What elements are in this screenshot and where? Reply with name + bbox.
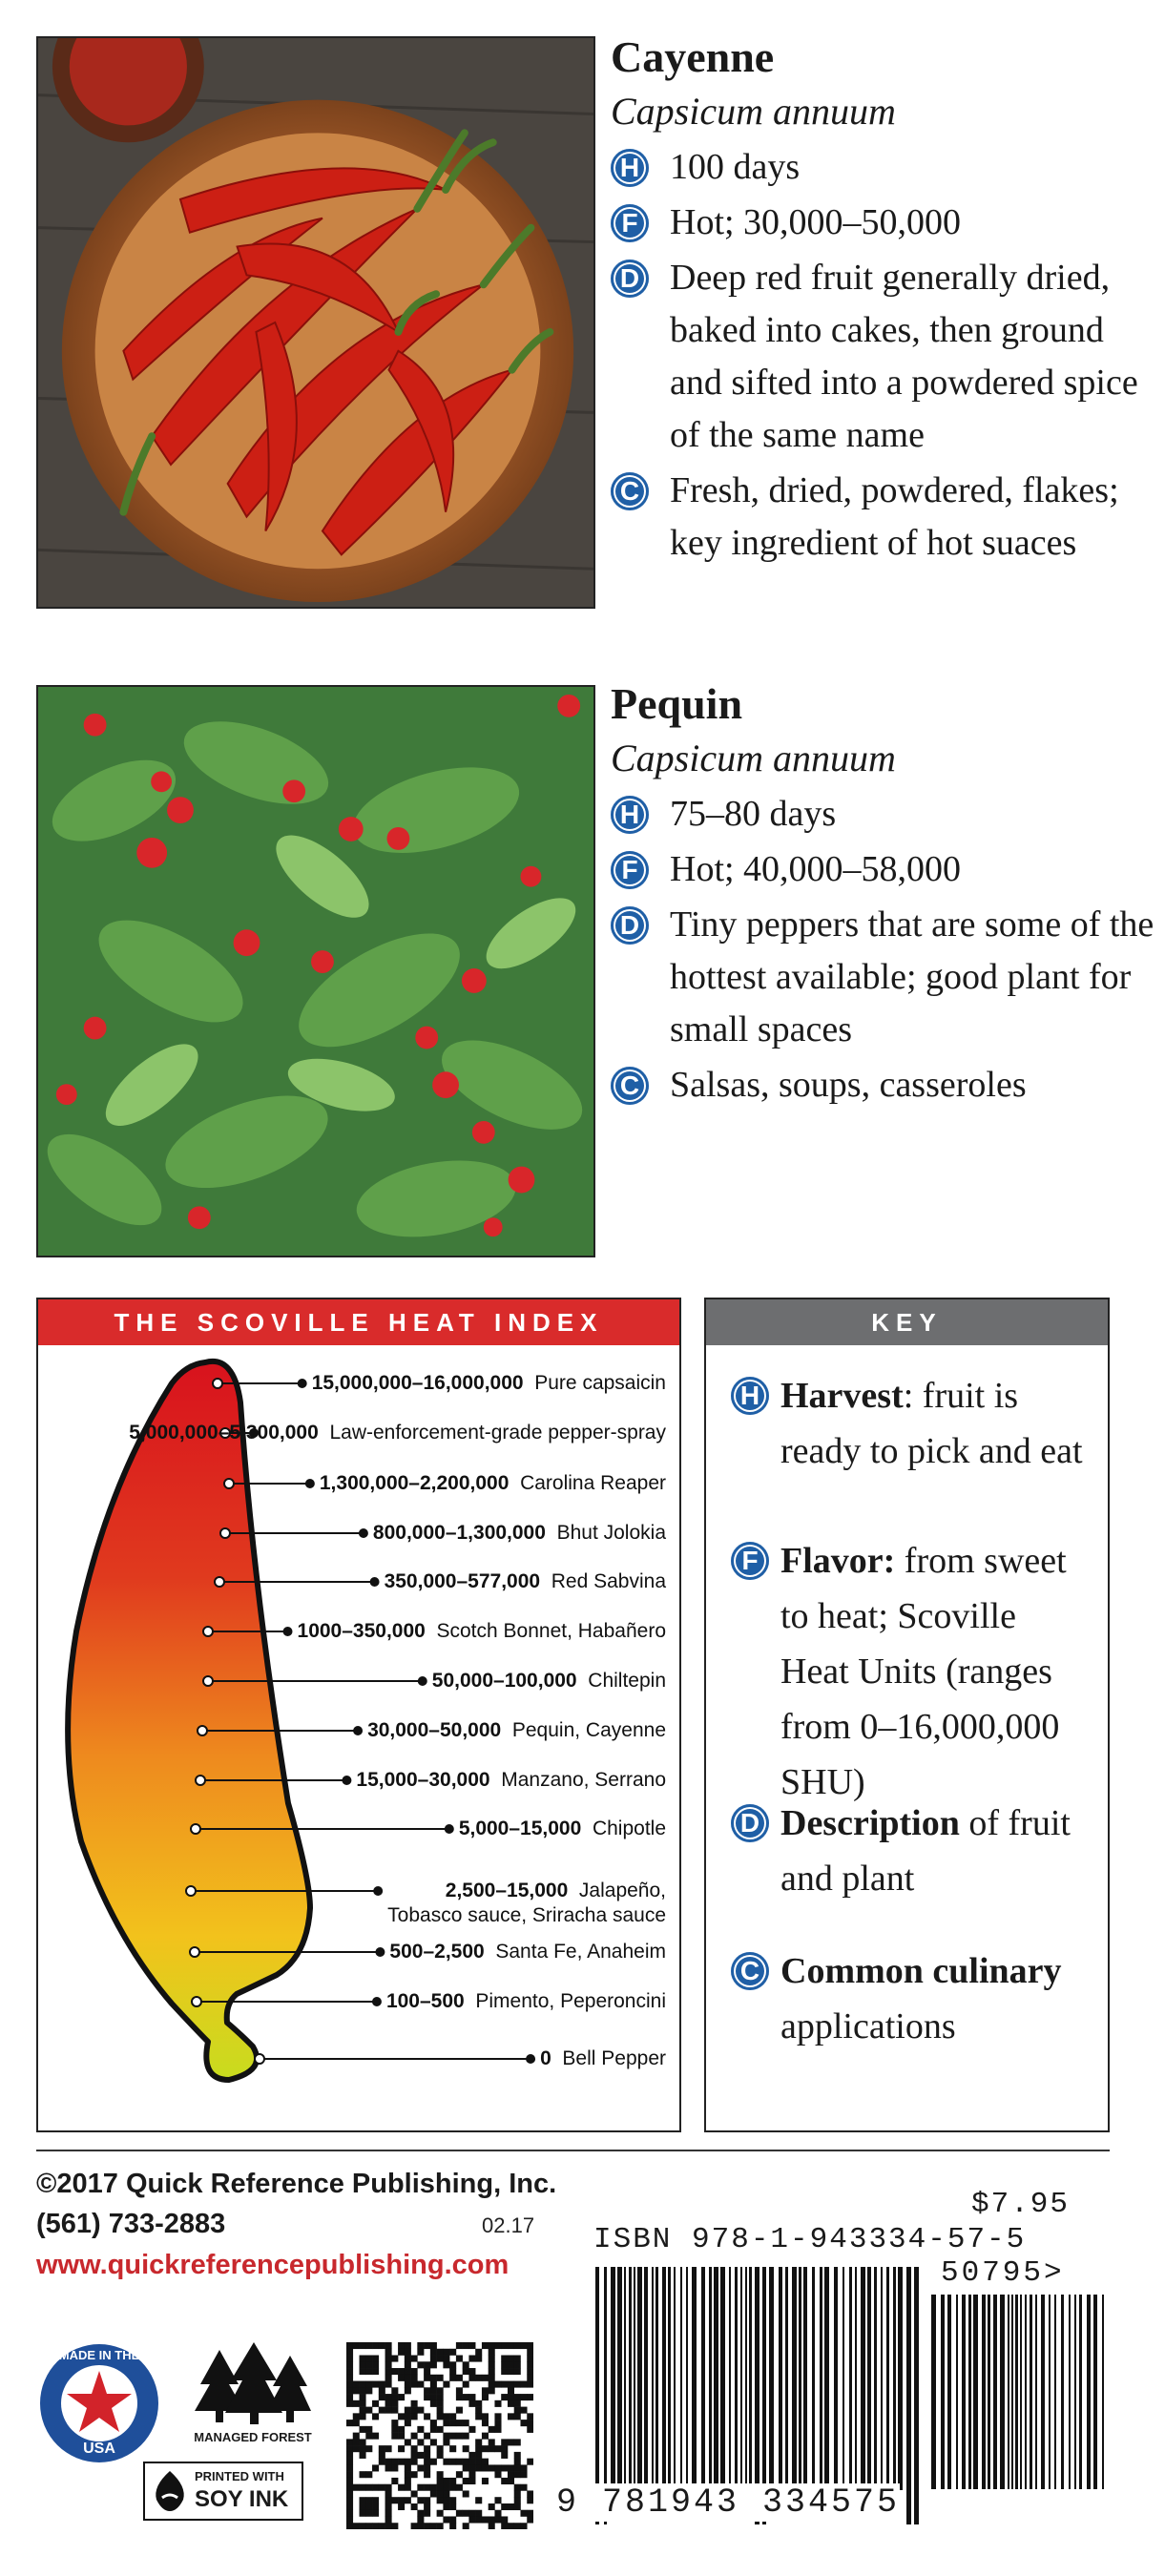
footer-divider: [36, 2150, 1110, 2151]
made-in-usa-icon: [38, 2342, 160, 2464]
culinary-badge-icon: C: [611, 1067, 649, 1105]
scientific-name: Capsicum annuum: [611, 90, 896, 133]
made-in-usa-bottom: USA: [83, 2441, 115, 2457]
key-term: Description: [780, 1803, 960, 1843]
key-term: Flavor:: [780, 1541, 896, 1581]
scale-row: [385, 1569, 666, 1594]
harvest-row: [611, 141, 1155, 194]
culinary-row: [611, 465, 1155, 570]
leader-end-dot: [359, 1528, 368, 1538]
isbn: ISBN 978-1-943334-57-5: [593, 2223, 1027, 2256]
key-text: applications: [780, 2006, 956, 2046]
scale-row: [432, 1669, 666, 1693]
scale-row: [320, 1471, 666, 1496]
key-panel: [704, 1298, 1110, 2132]
leader-dot: [203, 1676, 213, 1686]
scale-label: Red Sabvina: [540, 1570, 666, 1592]
scale-label: Chipotle: [581, 1818, 666, 1839]
culinary-value: Fresh, dried, powdered, flakes; key ingredient of hot suaces: [670, 470, 1119, 563]
culinary-badge-icon: C: [611, 472, 649, 510]
scale-label: Manzano, Serrano: [489, 1769, 666, 1791]
description-row: [611, 899, 1155, 1056]
scale-range: 0: [540, 2047, 551, 2069]
scale-range: 1,300,000–2,200,000: [319, 1472, 510, 1494]
soy-ink-bottom: SOY INK: [195, 2486, 289, 2512]
cayenne-entry: [611, 29, 1155, 572]
leader-end-dot: [373, 1886, 383, 1896]
managed-forest-label: MANAGED FOREST: [194, 2430, 312, 2444]
scale-range: 2,500–15,000: [445, 1880, 569, 1901]
soy-ink-top: PRINTED WITH: [195, 2469, 284, 2483]
scale-range: 500–2,500: [389, 1941, 485, 1963]
price-barcode: [927, 2295, 1109, 2524]
description-value: Deep red fruit generally dried, baked into cakes, then ground and sifted into a powdered spice of the same name: [670, 258, 1138, 455]
key-text: : fruit is ready to pick and eat: [780, 1376, 1083, 1471]
scale-row: [373, 1521, 666, 1546]
scale-range: 15,000–30,000: [356, 1769, 490, 1791]
scale-row: [386, 1989, 666, 2014]
scoville-title: THE SCOVILLE HEAT INDEX: [38, 1299, 679, 1345]
key-text: from sweet to heat; Scoville Heat Units (ranges from 0–16,000,000 SHU): [780, 1541, 1067, 1802]
scale-label: Pimento, Peperoncini: [464, 1990, 666, 2012]
leader-dot: [203, 1627, 213, 1636]
scale-label: Carolina Reaper: [509, 1472, 666, 1494]
key-term: Common culinary: [780, 1951, 1062, 1991]
culinary-badge-icon: C: [731, 1952, 769, 1990]
key-item-culinary: [731, 1943, 1093, 2054]
scale-row: [540, 2046, 666, 2071]
publisher-url[interactable]: www.quickreferencepublishing.com: [36, 2250, 510, 2280]
flavor-row: [611, 197, 1155, 249]
pequin-entry: [611, 675, 1155, 1114]
scale-row: [389, 1940, 666, 1964]
edition-code: 02.17: [482, 2213, 535, 2237]
leader-dot: [224, 1479, 234, 1488]
harvest-value: 75–80 days: [670, 794, 837, 834]
scale-range: 30,000–50,000: [367, 1719, 502, 1741]
harvest-badge-icon: H: [731, 1377, 769, 1415]
scale-row: [312, 1371, 666, 1396]
scoville-panel: [36, 1298, 681, 2132]
scale-label: Scotch Bonnet, Habañero: [425, 1620, 666, 1642]
managed-forest-icon: [191, 2342, 315, 2447]
leader-end-dot: [370, 1577, 380, 1587]
description-badge-icon: D: [611, 260, 649, 298]
leader-dot: [191, 1824, 200, 1834]
leader-end-dot: [526, 2054, 535, 2064]
soy-ink-icon: [143, 2462, 303, 2521]
key-text: of fruit and plant: [780, 1803, 1071, 1899]
flavor-badge-icon: F: [611, 204, 649, 242]
flavor-value: Hot; 30,000–50,000: [670, 202, 962, 242]
leader-end-dot: [305, 1479, 315, 1488]
scale-label: Jalapeño,: [568, 1880, 666, 1901]
copyright: ©2017 Quick Reference Publishing, Inc.: [36, 2169, 557, 2199]
scale-range: 5,000–15,000: [458, 1818, 582, 1839]
scale-label: Law-enforcement-grade pepper-spray: [318, 1422, 666, 1444]
culinary-row: [611, 1059, 1155, 1111]
scoville-chart: [38, 1345, 679, 2130]
barcode-digits: 9 781943 334575: [556, 2483, 901, 2522]
scale-label: Santa Fe, Anaheim: [484, 1941, 666, 1963]
leader-end-dot: [418, 1676, 427, 1686]
scale-range: 1000–350,000: [297, 1620, 426, 1642]
scale-range: 15,000,000–16,000,000: [311, 1372, 524, 1394]
description-badge-icon: D: [731, 1804, 769, 1842]
scale-range: 5,000,000–5,300,000: [129, 1422, 319, 1444]
leader-dot: [215, 1577, 224, 1587]
key-item-description: [731, 1796, 1093, 1906]
leader-dot: [198, 1726, 207, 1735]
cayenne-photo: [36, 36, 595, 609]
description-badge-icon: D: [611, 906, 649, 945]
price: $7.95: [971, 2188, 1071, 2221]
flavor-badge-icon: F: [731, 1542, 769, 1580]
leader-dot: [190, 1947, 199, 1957]
leader-end-dot: [298, 1379, 307, 1388]
key-title: KEY: [706, 1299, 1108, 1345]
harvest-badge-icon: H: [611, 796, 649, 834]
price-code: 50795>: [941, 2256, 1065, 2290]
pequin-photo: [36, 685, 595, 1257]
phone: (561) 733-2883: [36, 2209, 226, 2239]
leader-end-dot: [445, 1824, 454, 1834]
harvest-badge-icon: H: [611, 149, 649, 187]
scale-label: Bell Pepper: [551, 2047, 666, 2069]
scale-row: [356, 1768, 666, 1793]
leader-end-dot: [353, 1726, 363, 1735]
culinary-value: Salsas, soups, casseroles: [670, 1065, 1027, 1105]
leader-end-dot: [342, 1776, 351, 1785]
leader-dot: [213, 1379, 222, 1388]
made-in-usa-top: MADE IN THE: [58, 2348, 140, 2362]
flavor-badge-icon: F: [611, 851, 649, 889]
scientific-name: Capsicum annuum: [611, 737, 896, 779]
leader-dot: [255, 2054, 264, 2064]
scale-range: 350,000–577,000: [384, 1570, 541, 1592]
leader-end-dot: [283, 1627, 293, 1636]
scale-label: Pure capsaicin: [523, 1372, 666, 1394]
scale-row: [367, 1718, 666, 1743]
harvest-row: [611, 788, 1155, 841]
scale-row: [298, 1619, 666, 1644]
scale-row: [459, 1817, 666, 1841]
scale-range: 800,000–1,300,000: [372, 1522, 546, 1544]
leader-dot: [186, 1886, 196, 1896]
scale-label: Bhut Jolokia: [545, 1522, 666, 1544]
scale-row: [129, 1421, 666, 1445]
leader-dot: [196, 1776, 205, 1785]
flavor-row: [611, 843, 1155, 896]
flavor-value: Hot; 40,000–58,000: [670, 849, 962, 889]
scale-range: 50,000–100,000: [431, 1670, 577, 1692]
pepper-name: Pequin: [611, 679, 743, 728]
key-item-flavor: [731, 1533, 1093, 1810]
leader-dot: [220, 1528, 230, 1538]
key-term: Harvest: [780, 1376, 904, 1416]
scale-label: Chiltepin: [576, 1670, 666, 1692]
description-value: Tiny peppers that are some of the hottest available; good plant for small spaces: [670, 904, 1155, 1049]
leader-end-dot: [372, 1997, 382, 2006]
pepper-name: Cayenne: [611, 32, 775, 81]
scale-label: Pequin, Cayenne: [501, 1719, 666, 1741]
leader-end-dot: [375, 1947, 385, 1957]
scale-row: [387, 1879, 666, 1928]
scale-range: 100–500: [385, 1990, 465, 2012]
key-item-harvest: [731, 1368, 1093, 1479]
qr-code[interactable]: [346, 2342, 533, 2529]
description-row: [611, 252, 1155, 462]
leader-dot: [192, 1997, 201, 2006]
scale-label: Tobasco sauce, Sriracha sauce: [387, 1904, 666, 1926]
harvest-value: 100 days: [670, 147, 801, 187]
